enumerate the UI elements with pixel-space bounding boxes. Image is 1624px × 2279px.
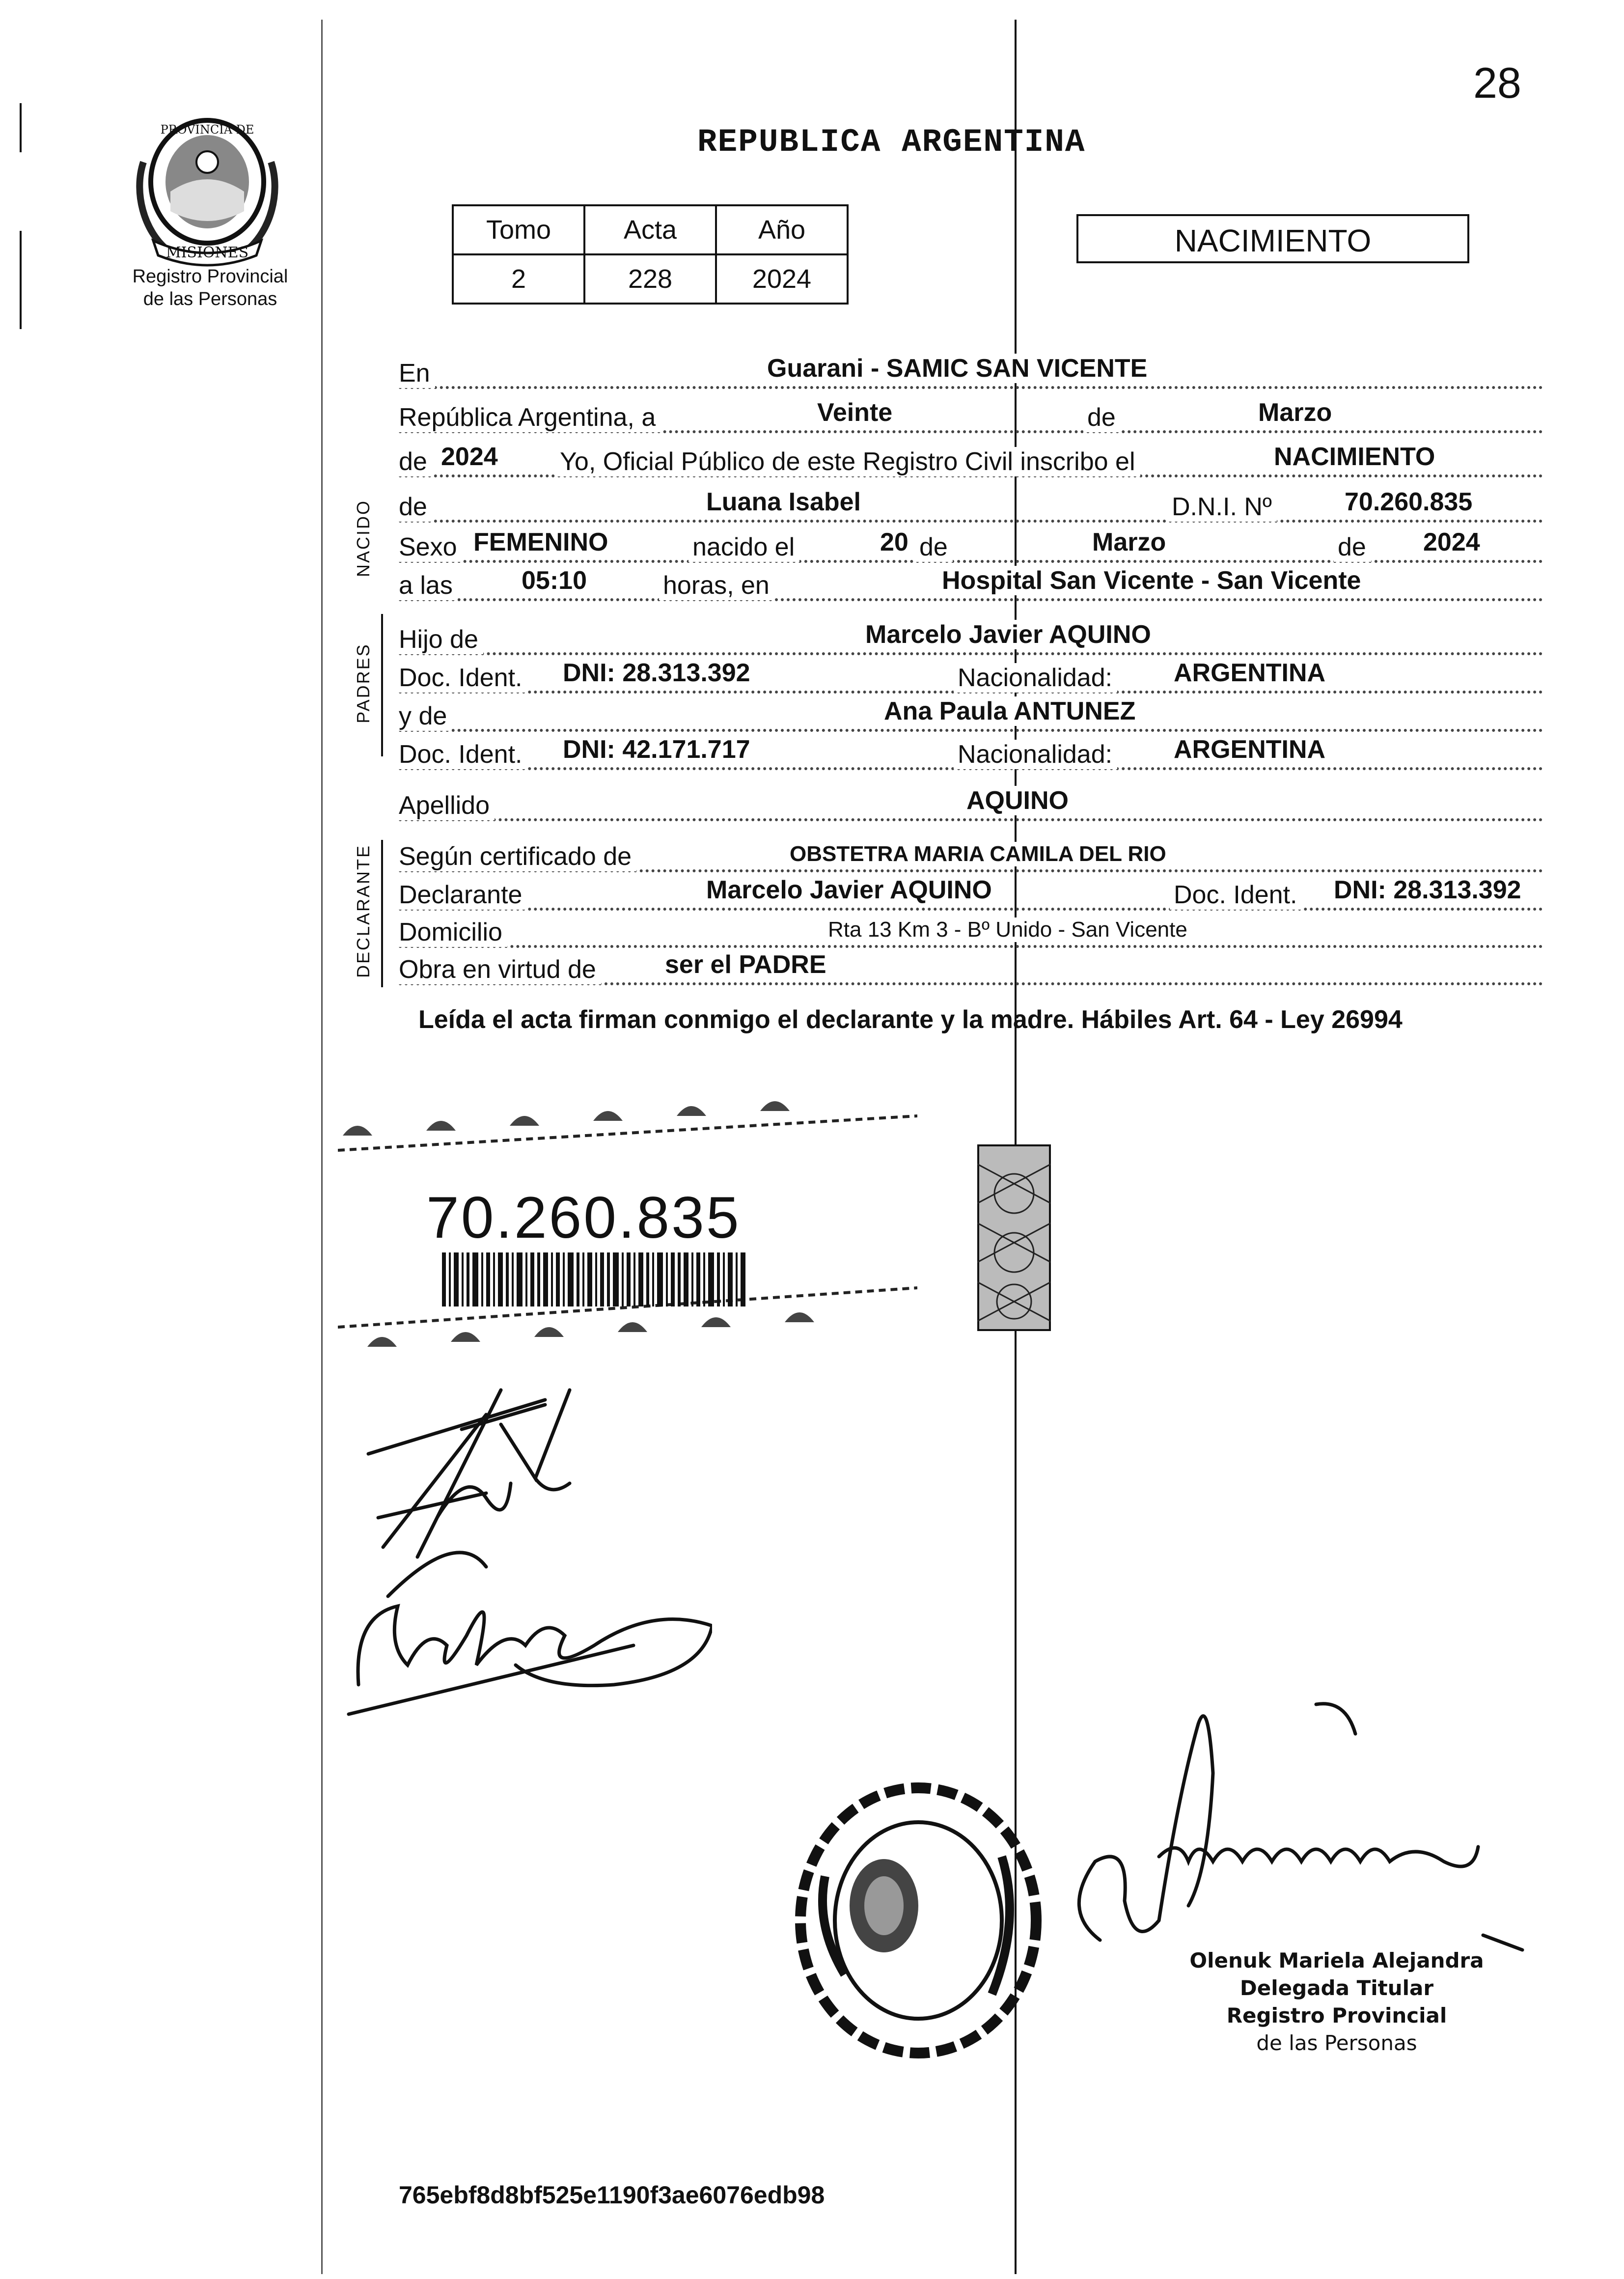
child-name-value: Luana Isabel [703,487,864,517]
father-nat-label: Nacionalidad: [954,663,1117,693]
record-reference-table [452,204,849,305]
place-label: En [399,359,435,388]
year-prefix-label: de [399,447,432,476]
place-value: Guarani - SAMIC SAN VICENTE [764,354,1150,383]
declarant-label: Declarante [399,880,527,910]
document-title: REPUBLICA ARGENTINA [697,124,1086,161]
date-label: República Argentina, a [399,403,661,432]
section-label-declarant: DECLARANTE [353,844,373,978]
birth-day-value: 20 [877,528,911,557]
birth-time-value: 05:10 [519,566,590,595]
address-label: Domicilio [399,917,507,947]
father-doc-value: DNI: 28.313.392 [560,658,753,688]
row-address [399,912,1543,952]
father-name-value: Marcelo Javier AQUINO [862,620,1154,649]
month-of-label: de [1083,403,1121,432]
document-hash: 765ebf8d8bf525e1190f3ae6076edb98 [399,2181,825,2209]
acta-value: 228 [584,254,716,304]
row-capacity [399,949,1543,989]
sticker-dni-number: 70.260.835 [426,1185,741,1251]
declarant-signature-image [339,1370,712,1734]
row-mother-doc [399,734,1543,774]
capacity-label: Obra en virtud de [399,955,601,984]
mother-doc-label: Doc. Ident. [399,740,527,769]
barcode-image [442,1252,746,1306]
sex-value: FEMENINO [470,528,611,557]
section-label-parents: PADRES [353,643,373,723]
birth-year-value: 2024 [1420,528,1483,557]
closing-text: Leída el acta firman conmigo el declarante y la madre. Hábiles Art. 64 - Ley 26994 [418,1005,1403,1034]
declarant-value: Marcelo Javier AQUINO [703,875,995,905]
svg-text:PROVINCIA DE: PROVINCIA DE [160,123,254,137]
scan-margin-line [321,20,323,2274]
mother-name-value: Ana Paula ANTUNEZ [881,696,1138,726]
surname-value: AQUINO [963,786,1072,815]
father-label: Hijo de [399,625,483,654]
child-dni-value: 70.260.835 [1342,487,1475,517]
capacity-value: ser el PADRE [662,950,829,979]
acta-header: Acta [584,205,716,254]
row-time-place [399,565,1543,605]
born-label: nacido el [688,532,799,562]
ano-header: Año [716,205,848,254]
page-number: 28 [1473,58,1521,107]
official-signature-image [1041,1695,1547,1989]
svg-text:MISIONES: MISIONES [165,244,249,261]
row-year [399,441,1543,481]
row-certificate [399,836,1543,876]
row-place [399,353,1543,393]
row-father-doc [399,657,1543,697]
mother-nat-label: Nacionalidad: [954,740,1117,769]
certificate-value: OBSTETRA MARIA CAMILA DEL RIO [787,842,1169,866]
tomo-header: Tomo [453,205,584,254]
security-hologram-icon [977,1144,1051,1331]
father-nat-value: ARGENTINA [1171,658,1328,688]
address-value: Rta 13 Km 3 - Bº Unido - San Vicente [825,917,1190,942]
ano-value: 2024 [716,254,848,304]
time-label: a las [399,571,458,600]
inscribe-label: Yo, Oficial Público de este Registro Civil inscribo el [556,447,1140,476]
dni-label: D.N.I. Nº [1168,492,1277,522]
document-type-box: NACIMIENTO [1076,214,1469,263]
name-label: de [399,492,432,522]
mother-label: y de [399,701,452,731]
official-office-line2: de las Personas [1256,2031,1417,2055]
registry-stamp-icon [786,1778,1051,2063]
row-surname [399,785,1543,825]
birth-place-value: Hospital San Vicente - San Vicente [939,566,1364,595]
tomo-value: 2 [453,254,584,304]
declarant-doc-label: Doc. Ident. [1170,880,1302,910]
row-declarant [399,874,1543,915]
birth-month-value: Marzo [1089,528,1169,557]
father-doc-label: Doc. Ident. [399,663,527,693]
official-name: Olenuk Mariela Alejandra [1189,1948,1484,1973]
provincial-seal-icon [124,108,291,270]
row-father [399,619,1543,659]
section-bracket-parents [381,614,383,756]
row-sex-birthdate [399,527,1543,567]
month-value: Marzo [1255,398,1335,427]
row-mother [399,695,1543,736]
official-role: Delegada Titular [1239,1976,1434,2000]
row-date [399,397,1543,437]
scan-edge-mark [20,231,22,329]
mother-nat-value: ARGENTINA [1171,735,1328,764]
year-value: 2024 [438,442,501,472]
event-value: NACIMIENTO [1271,442,1438,472]
section-bracket-declarant [381,840,383,987]
surname-label: Apellido [399,791,495,820]
scan-edge-mark [20,103,22,152]
hours-label: horas, en [659,571,774,600]
registry-caption: Registro Provincial de las Personas [132,266,288,309]
row-child-name [399,486,1543,527]
official-office: Registro Provincial [1226,2003,1447,2028]
section-label-born: NACIDO [353,500,373,578]
day-words-value: Veinte [814,398,895,427]
birth-year-label: de [1334,532,1371,562]
certificate-label: Según certificado de [399,842,636,871]
sex-label: Sexo [399,532,462,562]
official-name-block [1170,1947,1504,2057]
birth-of-label: de [915,532,953,562]
declarant-doc-value: DNI: 28.313.392 [1331,875,1524,905]
mother-doc-value: DNI: 42.171.717 [560,735,753,764]
